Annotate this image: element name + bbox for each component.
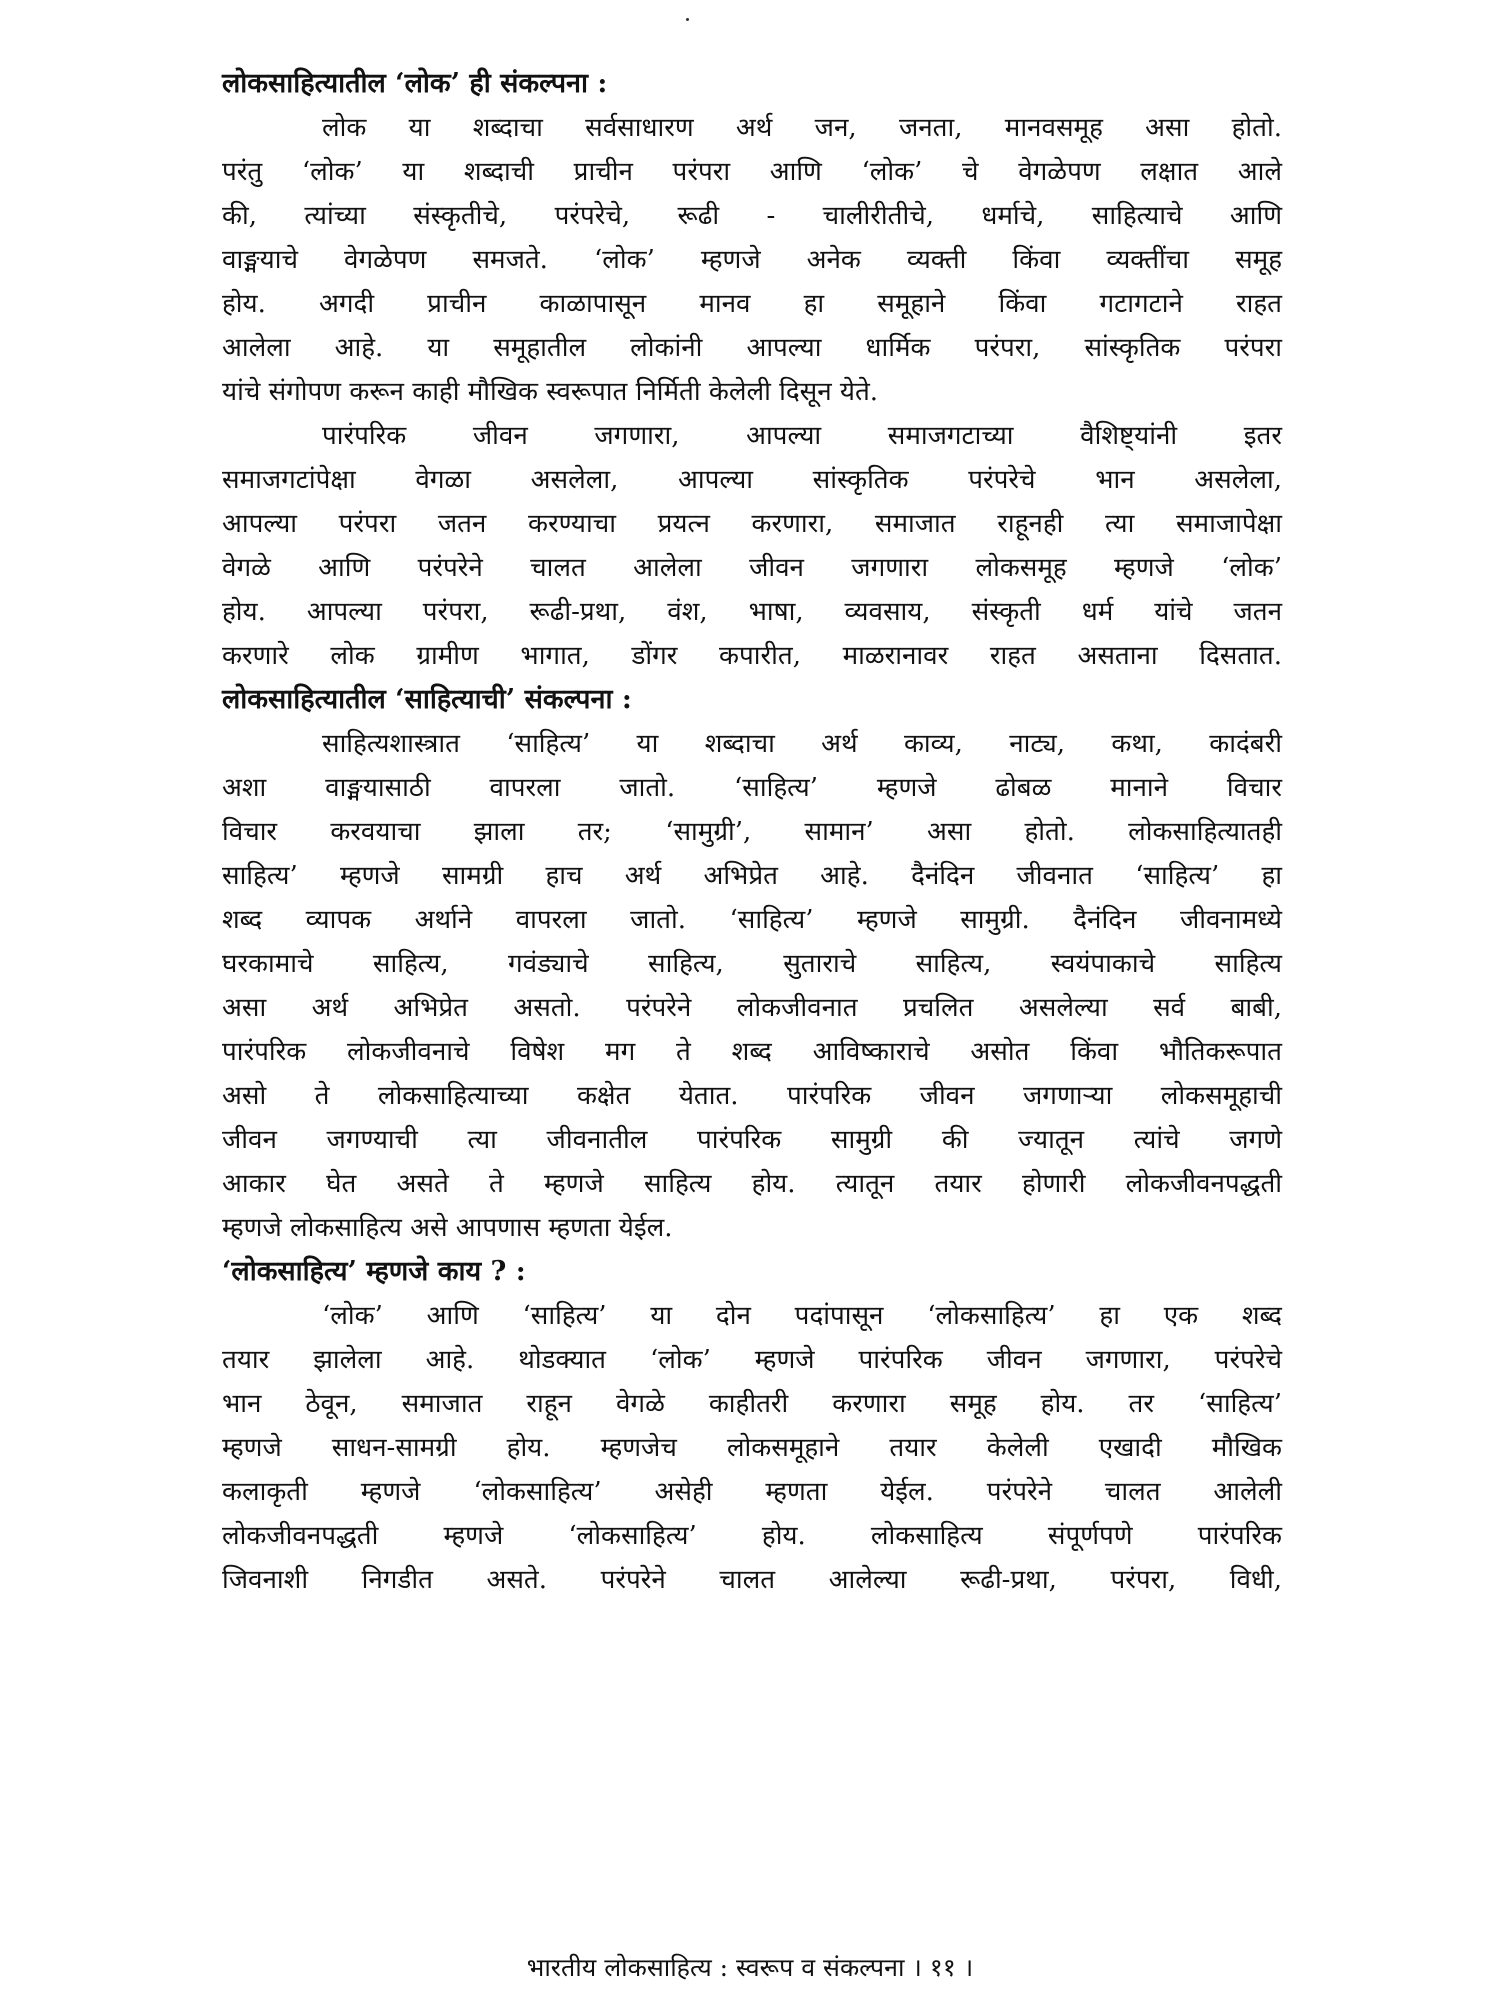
paragraph-line: वाङ्मयाचे वेगळेपण समजते. ‘लोक’ म्हणजे अनेक व्यक्ती किंवा व्यक्तींचा समूह [222,245,1282,275]
paragraph-line: शब्द व्यापक अर्थाने वापरला जातो. ‘साहित्य’ म्हणजे सामुग्री. दैनंदिन जीवनामध्ये [222,905,1282,935]
paragraph-line: लोकजीवनपद्धती म्हणजे ‘लोकसाहित्य’ होय. लोकसाहित्य संपूर्णपणे पारंपरिक [222,1521,1282,1551]
paragraph-line: आपल्या परंपरा जतन करण्याचा प्रयत्न करणारा, समाजात राहूनही त्या समाजापेक्षा [222,509,1282,539]
paragraph-line: असो ते लोकसाहित्याच्या कक्षेत येतात. पारंपरिक जीवन जगणाऱ्या लोकसमूहाची [222,1081,1282,1111]
paragraph-line: कलाकृती म्हणजे ‘लोकसाहित्य’ असेही म्हणता येईल. परंपरेने चालत आलेली [222,1477,1282,1507]
paragraph-line: आकार घेत असते ते म्हणजे साहित्य होय. त्यातून तयार होणारी लोकजीवनपद्धती [222,1169,1282,1199]
paragraph-line: म्हणजे साधन-सामग्री होय. म्हणजेच लोकसमूहाने तयार केलेली एखादी मौखिक [222,1433,1282,1463]
paragraph-line: साहित्यशास्त्रात ‘साहित्य’ या शब्दाचा अर्थ काव्य, नाट्य, कथा, कादंबरी [322,729,1282,759]
section-heading-lok: लोकसाहित्यातील ‘लोक’ ही संकल्पना : [222,68,608,99]
paragraph-line: यांचे संगोपण करून काही मौखिक स्वरूपात निर्मिती केलेली दिसून येते. [222,377,879,407]
page-speck [686,18,689,21]
paragraph-line: जीवन जगण्याची त्या जीवनातील पारंपरिक सामुग्री की ज्यातून त्यांचे जगणे [222,1125,1282,1155]
paragraph-line: वेगळे आणि परंपरेने चालत आलेला जीवन जगणारा लोकसमूह म्हणजे ‘लोक’ [222,553,1282,583]
paragraph-line: होय. आपल्या परंपरा, रूढी-प्रथा, वंश, भाषा, व्यवसाय, संस्कृती धर्म यांचे जतन [222,597,1282,627]
paragraph-line: जिवनाशी निगडीत असते. परंपरेने चालत आलेल्या रूढी-प्रथा, परंपरा, विधी, [222,1565,1282,1595]
paragraph-line: घरकामाचे साहित्य, गवंड्याचे साहित्य, सुताराचे साहित्य, स्वयंपाकाचे साहित्य [222,949,1282,979]
paragraph-line: करणारे लोक ग्रामीण भागात, डोंगर कपारीत, माळरानावर राहत असताना दिसतात. [222,641,1282,671]
paragraph-line: भान ठेवून, समाजात राहून वेगळे काहीतरी करणारा समूह होय. तर ‘साहित्य’ [222,1389,1282,1419]
paragraph-line: होय. अगदी प्राचीन काळापासून मानव हा समूहाने किंवा गटागटाने राहत [222,289,1282,319]
section-heading-lokasahitya-definition: ‘लोकसाहित्य’ म्हणजे काय ? : [222,1256,526,1287]
paragraph-line: म्हणजे लोकसाहित्य असे आपणास म्हणता येईल. [222,1213,673,1243]
paragraph-line: परंतु ‘लोक’ या शब्दाची प्राचीन परंपरा आणि ‘लोक’ चे वेगळेपण लक्षात आले [222,157,1282,187]
section-heading-sahitya: लोकसाहित्यातील ‘साहित्याची’ संकल्पना : [222,684,632,715]
paragraph-line: पारंपरिक लोकजीवनाचे विषेश मग ते शब्द आविष्काराचे असोत किंवा भौतिकरूपात [222,1037,1282,1067]
paragraph-line: साहित्य’ म्हणजे सामग्री हाच अर्थ अभिप्रेत आहे. दैनंदिन जीवनात ‘साहित्य’ हा [222,861,1282,891]
paragraph-line: आलेला आहे. या समूहातील लोकांनी आपल्या धार्मिक परंपरा, सांस्कृतिक परंपरा [222,333,1282,363]
paragraph-line: तयार झालेला आहे. थोडक्यात ‘लोक’ म्हणजे पारंपरिक जीवन जगणारा, परंपरेचे [222,1345,1282,1375]
paragraph-line: अशा वाङ्मयासाठी वापरला जातो. ‘साहित्य’ म्हणजे ढोबळ मानाने विचार [222,773,1282,803]
paragraph-line: समाजगटांपेक्षा वेगळा असलेला, आपल्या सांस्कृतिक परंपरेचे भान असलेला, [222,465,1282,495]
paragraph-line: विचार करवयाचा झाला तर; ‘सामुग्री’, सामान’ असा होतो. लोकसाहित्यातही [222,817,1282,847]
page-body [222,62,1282,1602]
page-footer: भारतीय लोकसाहित्य : स्वरूप व संकल्पना । ११ । [526,1953,974,1982]
paragraph-line: लोक या शब्दाचा सर्वसाधारण अर्थ जन, जनता, मानवसमूह असा होतो. [322,113,1282,143]
paragraph-line: असा अर्थ अभिप्रेत असतो. परंपरेने लोकजीवनात प्रचलित असलेल्या सर्व बाबी, [222,993,1282,1023]
paragraph-line: ‘लोक’ आणि ‘साहित्य’ या दोन पदांपासून ‘लोकसाहित्य’ हा एक शब्द [322,1301,1282,1331]
paragraph-line: की, त्यांच्या संस्कृतीचे, परंपरेचे, रूढी - चालीरीतीचे, धर्माचे, साहित्याचे आणि [222,201,1282,231]
paragraph-line: पारंपरिक जीवन जगणारा, आपल्या समाजगटाच्या वैशिष्ट्यांनी इतर [322,421,1282,451]
